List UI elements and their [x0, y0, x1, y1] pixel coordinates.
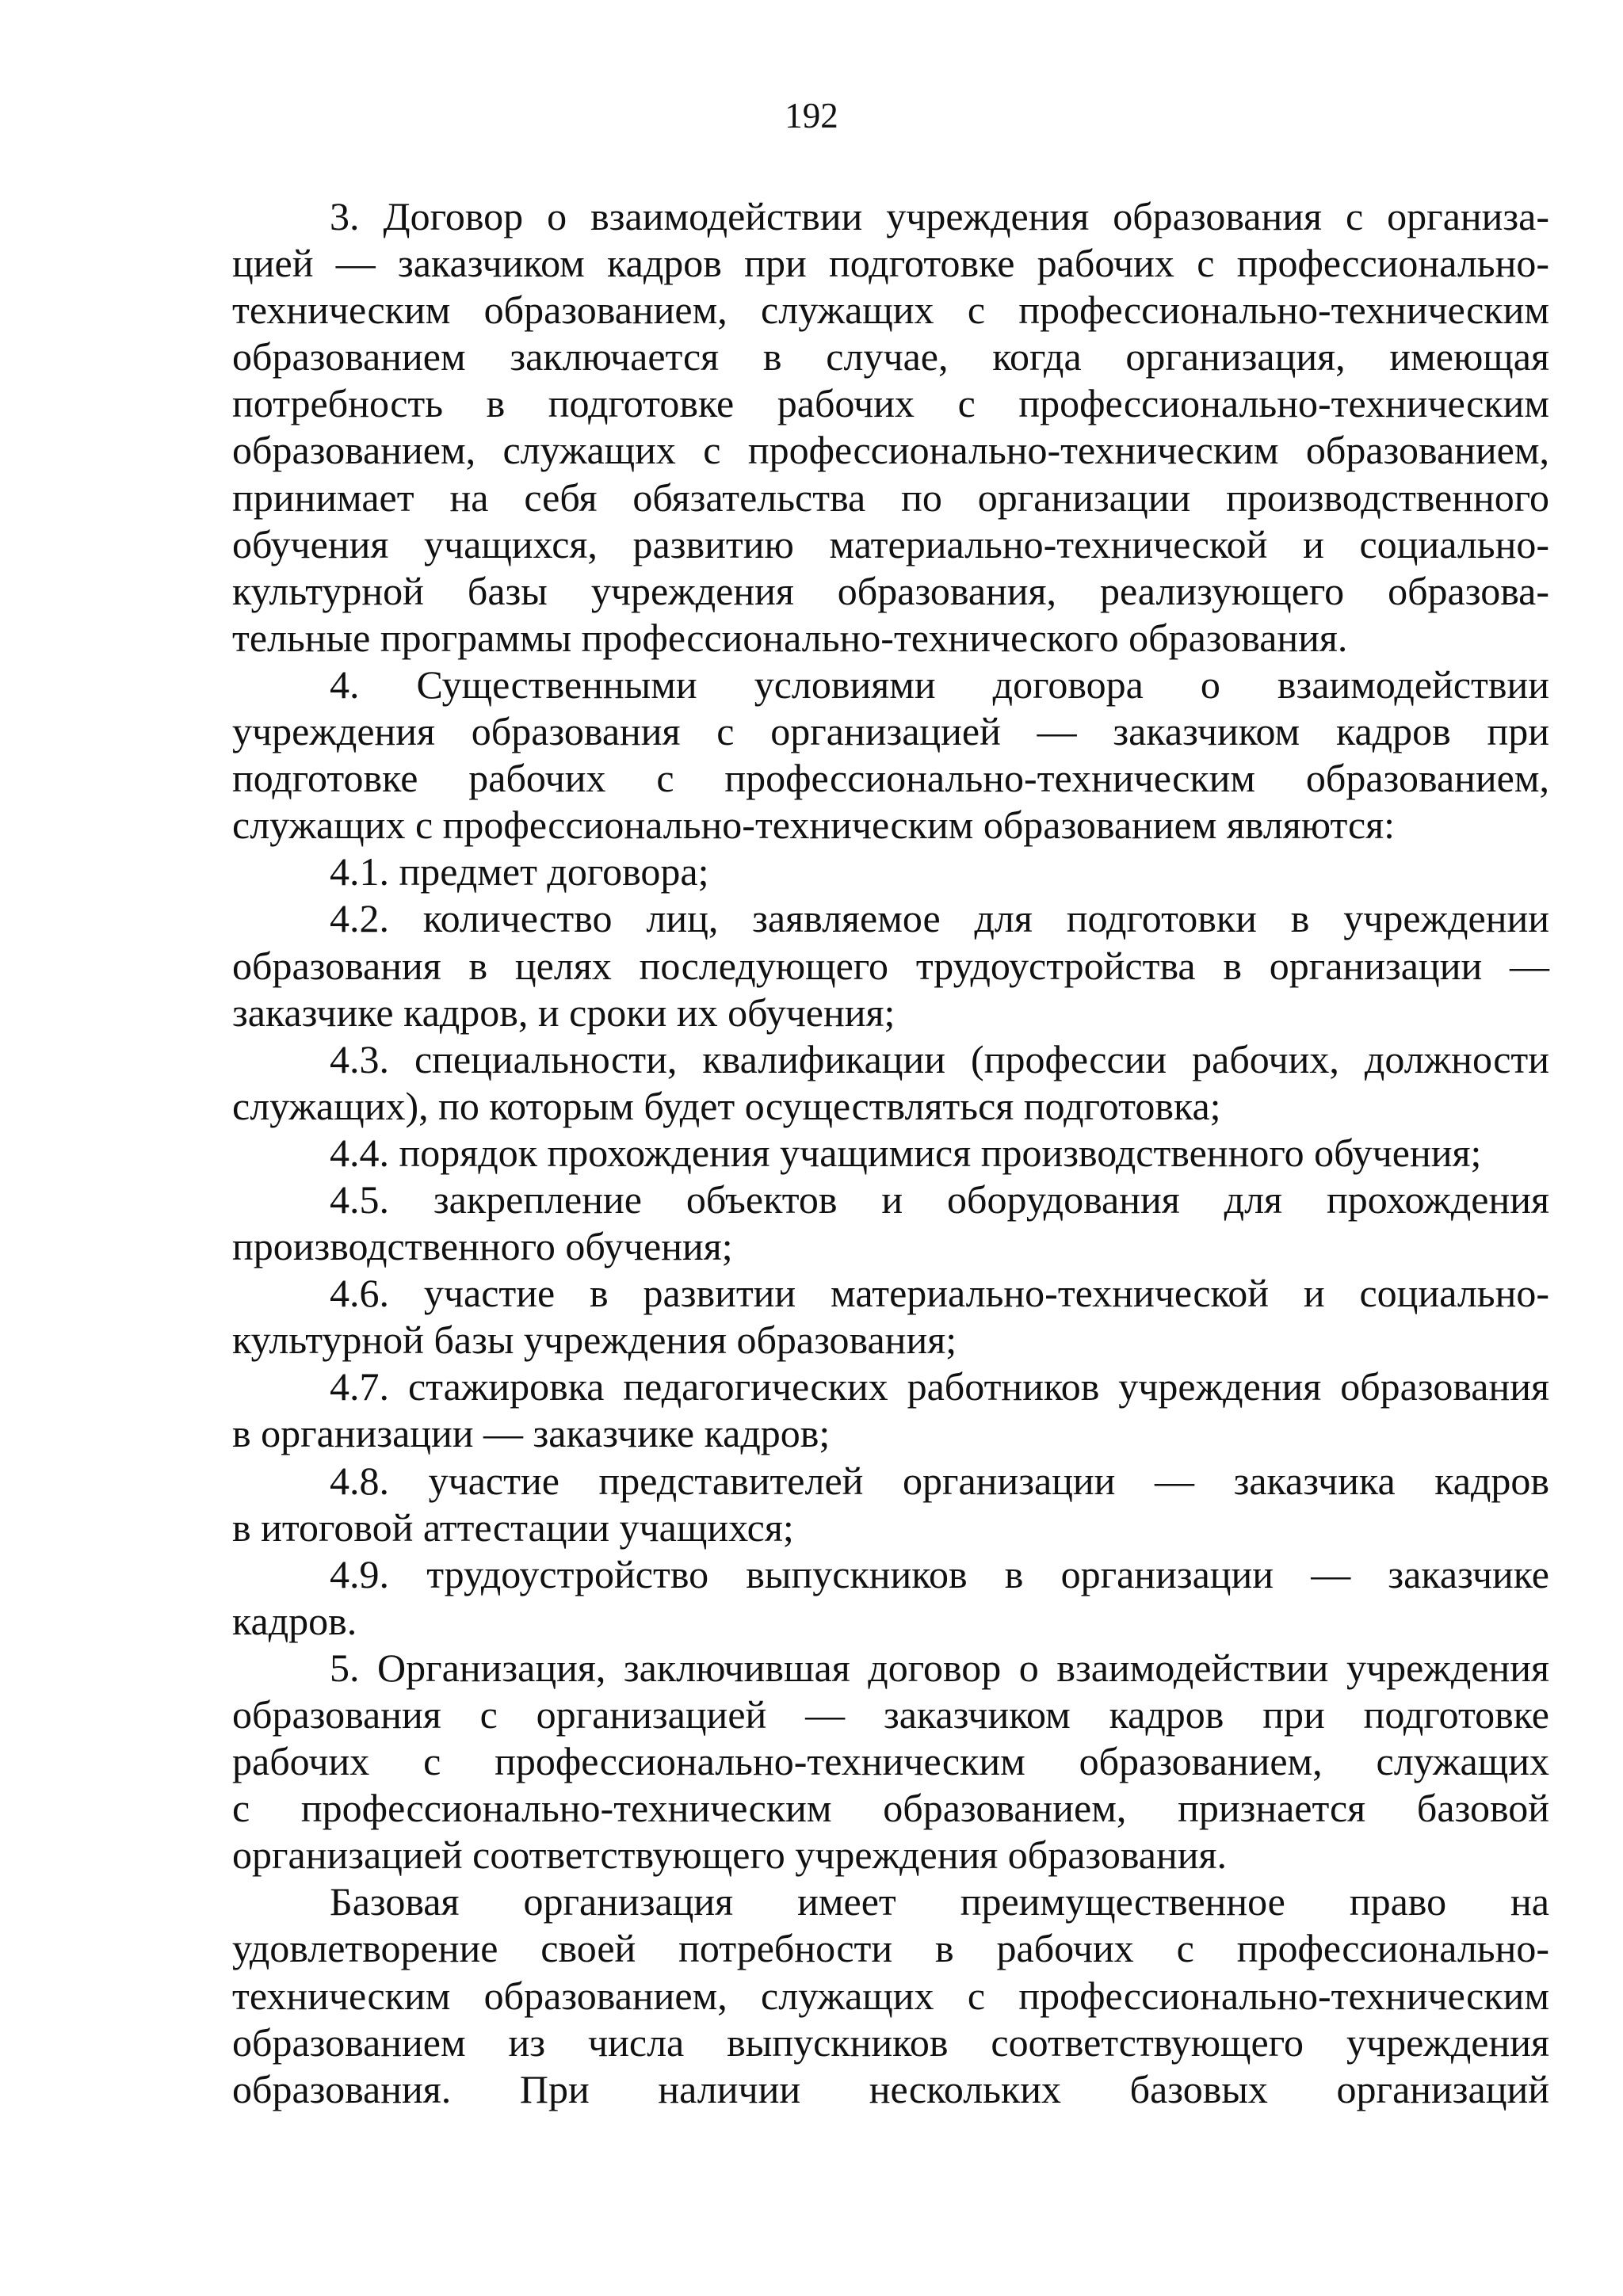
text-line: служащих), по которым будет осуществляться подготовка; — [232, 1083, 1221, 1128]
text-line: Базовая организация имеет преимущественное право на — [330, 1879, 1549, 1924]
text-line: 4.5. закрепление объектов и оборудования для прохождения — [330, 1177, 1549, 1222]
text-line: организацией соответствующего учреждения образования. — [232, 1833, 1228, 1878]
text-line: 4. Существенными условиями договора о взаимодействии — [330, 662, 1549, 707]
text-line: 4.7. стажировка педагогических работников учреждения образования — [330, 1364, 1549, 1409]
text-line: принимает на себя обязательства по организации производственного — [232, 475, 1549, 520]
text-line: 4.9. трудоустройство выпускников в организации — заказчике — [330, 1551, 1549, 1596]
text-line: обучения учащихся, развитию материально-технической и социально- — [232, 521, 1549, 566]
paragraph-item-4-1 — [232, 849, 1549, 895]
text-line: с профессионально-техническим образованием, признается базовой — [232, 1786, 1549, 1831]
paragraph-base-organization — [232, 1878, 1549, 2112]
text-line: потребность в подготовке рабочих с профессионально-техническим — [232, 381, 1549, 426]
text-line: культурной базы учреждения образования; — [232, 1318, 957, 1363]
text-line: 4.3. специальности, квалификации (профессии рабочих, должности — [330, 1036, 1549, 1081]
text-line: 4.1. предмет договора; — [330, 849, 709, 894]
text-line: 4.6. участие в развитии материально-технической и социально- — [330, 1271, 1549, 1316]
text-line: техническим образованием, служащих с профессионально-техническим — [232, 288, 1549, 333]
text-line: техническим образованием, служащих с профессионально-техническим — [232, 1973, 1549, 2018]
text-line: 4.2. количество лиц, заявляемое для подготовки в учреждении — [330, 896, 1549, 941]
text-line: кадров. — [232, 1598, 357, 1643]
text-line: 3. Договор о взаимодействии учреждения образования с организа- — [330, 194, 1549, 238]
text-line: образования. При наличии нескольких базовых организаций — [232, 2066, 1549, 2111]
paragraph-item-4-5 — [232, 1177, 1549, 1270]
text-line: образования в целях последующего трудоустройства в организации — — [232, 943, 1549, 988]
text-line: образованием из числа выпускников соответствующего учреждения — [232, 2019, 1549, 2065]
text-line: образованием заключается в случае, когда организация, имеющая — [232, 334, 1549, 379]
text-line: служащих с профессионально-техническим образованием являются: — [232, 803, 1396, 848]
text-line: заказчике кадров, и сроки их обучения; — [232, 990, 896, 1035]
text-line: рабочих с профессионально-техническим образованием, служащих — [232, 1739, 1549, 1784]
text-line: в итоговой аттестации учащихся; — [232, 1505, 794, 1550]
text-line: 4.4. порядок прохождения учащимися производственного обучения; — [330, 1130, 1482, 1175]
paragraph-item-4-4 — [232, 1130, 1549, 1177]
text-line: производственного обучения; — [232, 1224, 733, 1269]
paragraph-item-4-9 — [232, 1551, 1549, 1645]
paragraph-item-3 — [232, 193, 1549, 662]
paragraph-item-4-3 — [232, 1036, 1549, 1130]
text-line: образованием, служащих с профессионально-техническим образованием, — [232, 428, 1549, 473]
text-line: в организации — заказчике кадров; — [232, 1411, 831, 1456]
text-line: культурной базы учреждения образования, реализующего образова- — [232, 568, 1549, 613]
paragraph-item-4-2 — [232, 895, 1549, 1035]
text-line: цией — заказчиком кадров при подготовке рабочих с профессионально- — [232, 241, 1549, 286]
text-line: 4.8. участие представителей организации — заказчика кадров — [330, 1458, 1549, 1503]
paragraph-item-4 — [232, 662, 1549, 849]
text-line: тельные программы профессионально-технического образования. — [232, 615, 1348, 660]
page-number: 192 — [785, 96, 838, 135]
paragraph-item-4-8 — [232, 1458, 1549, 1551]
text-line: учреждения образования с организацией — заказчиком кадров при — [232, 709, 1549, 754]
text-line: удовлетворение своей потребности в рабочих с профессионально- — [232, 1926, 1549, 1971]
paragraph-item-5 — [232, 1645, 1549, 1878]
document-body — [232, 193, 1549, 2113]
paragraph-item-4-7 — [232, 1363, 1549, 1457]
paragraph-item-4-6 — [232, 1270, 1549, 1363]
text-line: образования с организацией — заказчиком кадров при подготовке — [232, 1692, 1549, 1737]
text-line: подготовке рабочих с профессионально-техническим образованием, — [232, 756, 1549, 801]
text-line: 5. Организация, заключившая договор о взаимодействии учреждения — [330, 1645, 1549, 1690]
